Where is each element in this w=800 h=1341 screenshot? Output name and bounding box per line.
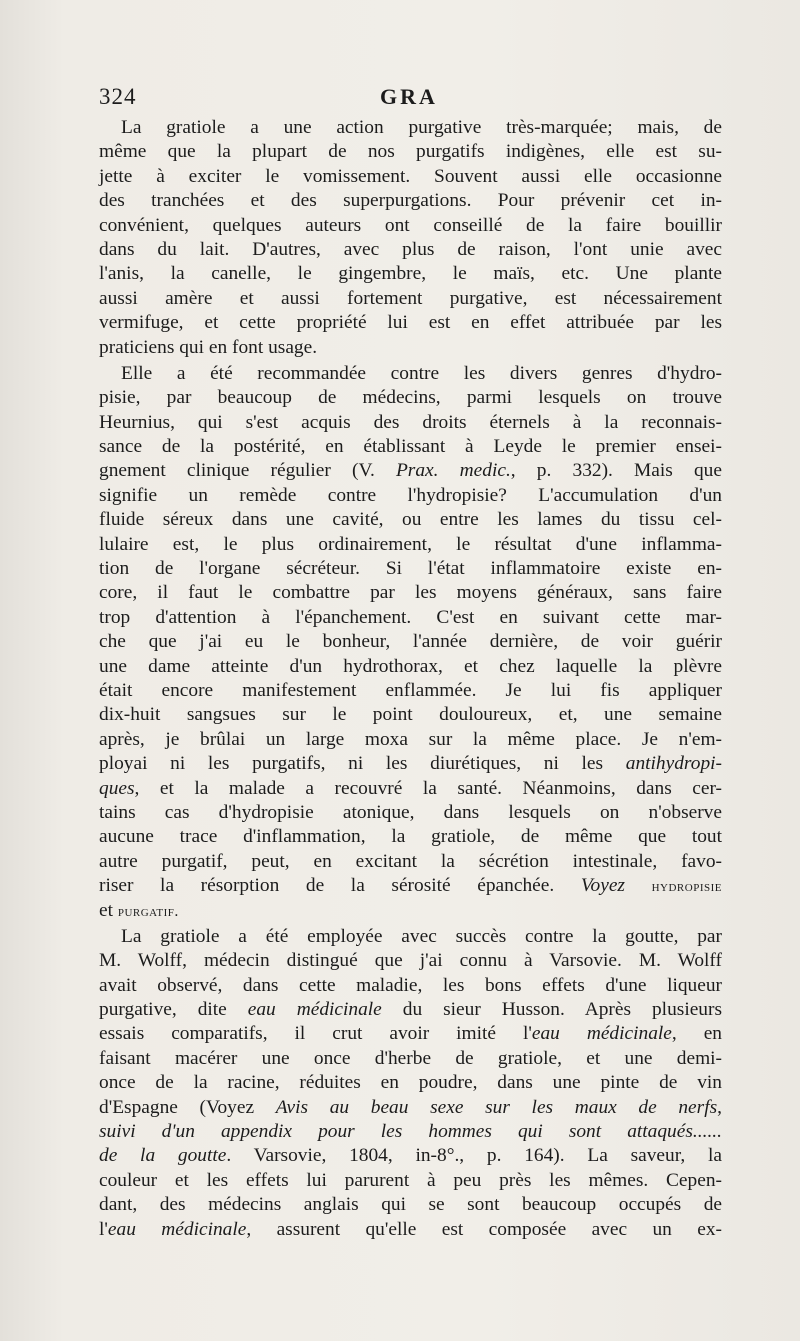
text-line: avait observé, dans cette maladie, les bons effets d'une liqueur <box>99 974 722 996</box>
text-line: suivi d'un appendix pour les hommes qui sont attaqués...... <box>99 1121 722 1143</box>
text-line: La gratiole a été employée avec succès contre la goutte, par <box>121 925 722 947</box>
text-line: convénient, quelques auteurs ont conseillé de la faire bouillir <box>99 214 722 236</box>
text-line: autre purgatif, peut, en excitant la sécrétion intestinale, favo- <box>99 850 722 872</box>
paragraph-2 <box>99 362 722 923</box>
text-line: d'Espagne (Voyez Avis au beau sexe sur les maux de nerfs, <box>99 1096 722 1118</box>
text-line: vermifuge, et cette propriété lui est en effet attribuée par les <box>99 312 722 334</box>
text-line: aucune trace d'inflammation, la gratiole, de même que tout <box>99 826 722 848</box>
paragraph-3 <box>99 925 722 1242</box>
text-line: riser la résorption de la sérosité épanchée. Voyez hydropisie <box>99 875 722 897</box>
paragraph-1 <box>99 116 722 360</box>
text-line: après, je brûlai un large moxa sur la même place. Je n'em- <box>99 728 722 750</box>
text-line: praticiens qui en font usage. <box>99 336 318 358</box>
text-line: pisie, par beaucoup de médecins, parmi lesquels on trouve <box>99 387 722 409</box>
text-line: couleur et les effets lui parurent à peu près les mêmes. Cepen- <box>99 1169 722 1191</box>
text-line: sance de la postérité, en établissant à Leyde le premier ensei- <box>99 436 722 458</box>
text-line: et purgatif. <box>99 899 179 921</box>
text-line: faisant macérer une once d'herbe de gratiole, et une demi- <box>99 1047 722 1069</box>
text-line: signifie un remède contre l'hydropisie? L'accumulation d'un <box>99 484 722 506</box>
text-line: l'eau médicinale, assurent qu'elle est composée avec un ex- <box>99 1218 722 1240</box>
text-line: était encore manifestement enflammée. Je lui fis appliquer <box>99 679 722 701</box>
text-line: tains cas d'hydropisie atonique, dans lesquels on n'observe <box>99 801 722 823</box>
text-line: même que la plupart de nos purgatifs indigènes, elle est su- <box>99 141 722 163</box>
text-line: Elle a été recommandée contre les divers genres d'hydro- <box>121 362 722 384</box>
text-line: une dame atteinte d'un hydrothorax, et chez laquelle la plèvre <box>99 655 722 677</box>
text-line: de la goutte. Varsovie, 1804, in-8°., p. 164). La saveur, la <box>99 1145 722 1167</box>
text-line: fluide séreux dans une cavité, ou entre les lames du tissu cel- <box>99 509 722 531</box>
text-line: dix-huit sangsues sur le point douloureux, et, une semaine <box>99 704 722 726</box>
text-line: gnement clinique régulier (V. Prax. medic., p. 332). Mais que <box>99 460 722 482</box>
page-number: 324 <box>99 84 137 109</box>
text-line: La gratiole a une action purgative très-marquée; mais, de <box>121 117 722 138</box>
text-line: des tranchées et des superpurgations. Pour prévenir cet in- <box>99 190 722 212</box>
text-line: trop d'attention à l'épanchement. C'est en suivant cette mar- <box>99 606 722 628</box>
text-line: l'anis, la canelle, le gingembre, le maïs, etc. Une plante <box>99 263 722 285</box>
text-line: ployai ni les purgatifs, ni les diurétiques, ni les antihydropi- <box>99 753 722 775</box>
text-line: tion de l'organe sécréteur. Si l'état inflammatoire existe en- <box>99 558 722 580</box>
text-line: aussi amère et aussi fortement purgative, est nécessairement <box>99 287 722 309</box>
text-line: jette à exciter le vomissement. Souvent aussi elle occasionne <box>99 165 722 187</box>
text-line: ques, et la malade a recouvré la santé. Néanmoins, dans cer- <box>99 777 722 799</box>
text-line: core, il faut le combattre par les moyens généraux, sans faire <box>99 582 722 604</box>
text-block <box>99 116 722 1242</box>
text-line: purgative, dite eau médicinale du sieur Husson. Après plusieurs <box>99 999 723 1021</box>
text-line: essais comparatifs, il crut avoir imité l'eau médicinale, en <box>99 1023 722 1045</box>
text-line: Heurnius, qui s'est acquis des droits éternels à la reconnais- <box>99 411 722 433</box>
text-line: M. Wolff, médecin distingué que j'ai connu à Varsovie. M. Wolff <box>99 950 722 972</box>
running-head: GRA <box>380 84 438 109</box>
text-line: che que j'ai eu le bonheur, l'année dernière, de voir guérir <box>99 631 722 653</box>
page-header <box>99 84 719 114</box>
text-line: once de la racine, réduites en poudre, dans une pinte de vin <box>99 1072 722 1094</box>
text-line: lulaire est, le plus ordinairement, le résultat d'une inflamma- <box>99 533 722 555</box>
text-line: dant, des médecins anglais qui se sont beaucoup occupés de <box>99 1194 722 1216</box>
text-line: dans du lait. D'autres, avec plus de raison, l'ont unie avec <box>99 238 722 260</box>
